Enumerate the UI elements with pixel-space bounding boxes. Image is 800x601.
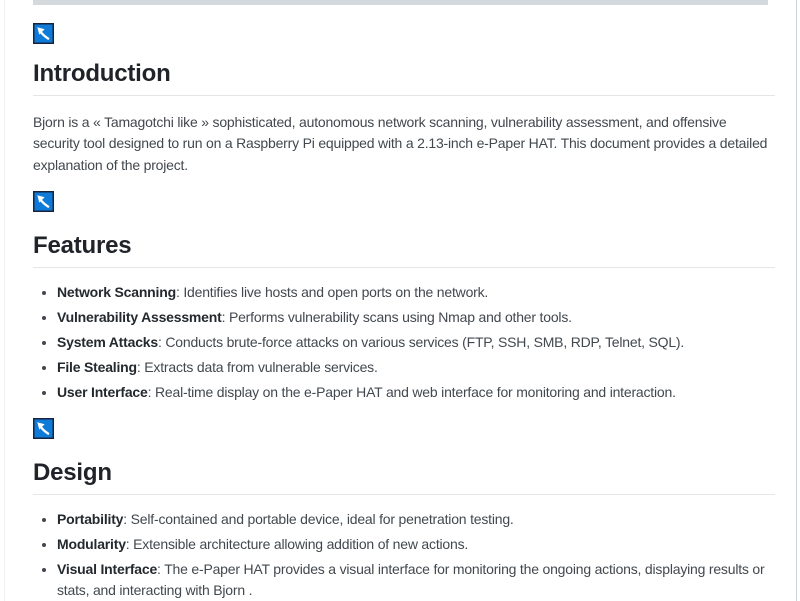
list-item: [57, 534, 775, 555]
arrow-up-left-broken-image-icon: [33, 418, 54, 439]
item-text: Identifies live hosts and open ports on the network.: [183, 284, 489, 301]
section-heading-introduction: Introduction: [33, 60, 775, 96]
section-icon-row: [33, 418, 775, 439]
item-label: User Interface: [57, 384, 148, 401]
design-list: [33, 509, 775, 601]
item-separator: :: [221, 309, 229, 326]
item-text: The e-Paper HAT provides a visual interface for monitoring the ongoing actions, displaying results or stats, and interacting with Bjorn .: [57, 560, 765, 598]
item-label: Portability: [57, 510, 124, 527]
item-separator: :: [157, 334, 166, 351]
item-label: Visual Interface: [57, 560, 158, 577]
item-text: Performs vulnerability scans using Nmap and other tools.: [228, 309, 572, 326]
item-label: Vulnerability Assessment: [57, 309, 222, 326]
item-separator: :: [157, 560, 165, 577]
features-list: [33, 282, 775, 403]
item-separator: :: [147, 384, 155, 401]
item-label: Modularity: [57, 535, 126, 552]
item-text: Real-time display on the e-Paper HAT and web interface for monitoring and interaction.: [154, 384, 676, 401]
section-icon-row: [33, 191, 775, 212]
item-label: File Stealing: [57, 359, 137, 376]
list-item: [57, 509, 775, 530]
item-text: Extensible architecture allowing addition of new actions.: [133, 535, 469, 552]
arrow-up-left-broken-image-icon: [33, 191, 54, 212]
list-item: [57, 357, 775, 378]
list-item: [57, 332, 775, 353]
item-text: Self-contained and portable device, ideal for penetration testing.: [130, 510, 514, 527]
item-text: Conducts brute-force attacks on various services (FTP, SSH, SMB, RDP, Telnet, SQL).: [165, 334, 685, 351]
item-separator: :: [123, 510, 131, 527]
item-text: Extracts data from vulnerable services.: [144, 359, 378, 376]
arrow-up-left-broken-image-icon: [33, 23, 54, 44]
list-item: [57, 382, 775, 403]
item-separator: :: [125, 535, 134, 552]
item-label: Network Scanning: [57, 284, 176, 301]
section-heading-features: Features: [33, 232, 775, 268]
list-item: [57, 282, 775, 303]
section-heading-design: Design: [33, 459, 775, 495]
list-item: [57, 559, 775, 601]
item-separator: :: [136, 359, 145, 376]
introduction-paragraph: Bjorn is a « Tamagotchi like » sophisticated, autonomous network scanning, vulnerability assessment, and offensive security tool designed to run on a Raspberry Pi equipped with a 2.13-inch e-Paper HAT. This document provides a detailed explanation of the project.: [33, 113, 768, 173]
item-label: System Attacks: [57, 334, 158, 351]
section-icon-row: [33, 23, 775, 44]
list-item: [57, 307, 775, 328]
item-separator: :: [175, 284, 184, 301]
